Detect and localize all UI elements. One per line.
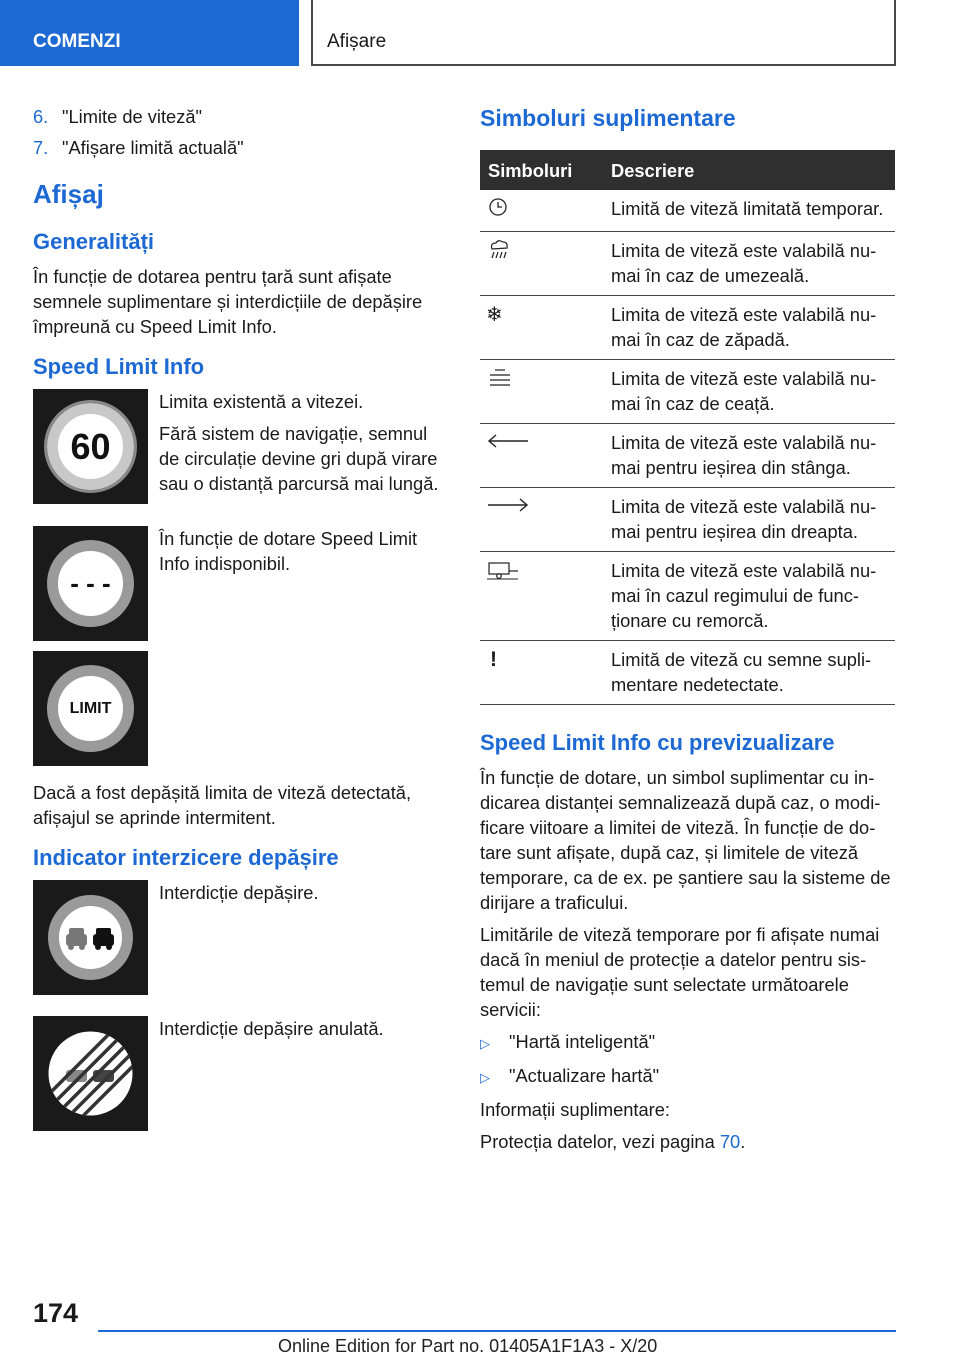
section-tab[interactable] bbox=[0, 0, 299, 66]
fig1-text-2: Fără sistem de navigație, semnul de circulație devine gri după virare sau o distanță parcursă mai lungă. bbox=[159, 423, 439, 494]
left-column bbox=[33, 104, 447, 1131]
table-cell-description: Limita de viteză este valabilă numai pentru ieșirea din dreapta. bbox=[611, 488, 895, 552]
table-cell-description: Limită de viteză limitată temporar. bbox=[611, 190, 895, 232]
heading-afisaj: Afișaj bbox=[33, 179, 104, 209]
bullet-text: "Hartă inteligentă" bbox=[509, 1031, 656, 1052]
list-number: 7. bbox=[33, 137, 49, 158]
bullet-triangle-icon: ▷ bbox=[480, 1036, 490, 1051]
table-row bbox=[480, 232, 895, 296]
list-item bbox=[480, 1063, 895, 1090]
table-header-row bbox=[480, 150, 895, 190]
heading-preview: Speed Limit Info cu previzualizare bbox=[480, 730, 835, 755]
no-overtaking-sign-icon bbox=[47, 894, 134, 981]
sign-dashes-icon: - - - bbox=[47, 540, 134, 627]
clock-icon bbox=[486, 196, 510, 218]
sign-limit-icon: LIMIT bbox=[47, 665, 134, 752]
list-item bbox=[33, 104, 447, 129]
limit-sign-image bbox=[33, 651, 148, 766]
right-column bbox=[480, 104, 895, 1161]
table-row bbox=[480, 424, 895, 488]
preview-text-3: Informații suplimentare: bbox=[480, 1099, 670, 1120]
figure-speed-limit-60 bbox=[33, 389, 447, 504]
exclamation-icon: ! bbox=[490, 648, 497, 671]
list-text: "Afișare limită actuală" bbox=[62, 137, 244, 158]
flash-text: Dacă a fost depășită limita de viteză detectată, afișajul se aprinde intermitent. bbox=[33, 782, 412, 828]
table-row bbox=[480, 641, 895, 705]
figure-limit-sign bbox=[33, 651, 447, 766]
table-cell-description: Limita de viteză este valabilă numai în caz de ceață. bbox=[611, 360, 895, 424]
page-title-bar bbox=[311, 0, 896, 66]
no-overtaking-text: Interdicție depășire. bbox=[159, 882, 319, 903]
list-number: 6. bbox=[33, 106, 49, 127]
unavailable-sign-image bbox=[33, 526, 148, 641]
overtaking-cancelled-image bbox=[33, 1016, 148, 1131]
list-text: "Limite de viteză" bbox=[62, 106, 202, 127]
overtaking-cancelled-text: Interdicție depășire anulată. bbox=[159, 1018, 384, 1039]
heading-simboluri: Simboluri suplimentare bbox=[480, 105, 736, 131]
list-item bbox=[480, 1029, 895, 1056]
table-row bbox=[480, 360, 895, 424]
table-row bbox=[480, 296, 895, 360]
table-cell-description: Limita de viteză este valabilă numai în caz de zăpadă. bbox=[611, 296, 895, 360]
heading-speed-limit-info: Speed Limit Info bbox=[33, 354, 205, 379]
fig2-text: În funcție de dotare Speed Limit Info indisponibil. bbox=[159, 528, 418, 574]
preview-text-4: Protecția datelor, vezi pagina 70. bbox=[480, 1131, 746, 1152]
table-cell-description: Limita de viteză este valabilă numai în caz de umezeală. bbox=[611, 232, 895, 296]
table-cell-description: Limită de viteză cu semne suplimentare nedetectate. bbox=[611, 641, 895, 705]
snowflake-icon: ❄ bbox=[486, 304, 503, 326]
generalitati-text: În funcție de dotarea pentru țară sunt afișate semnele suplimentare și interdicțiile de depășire împreună cu Speed Limit Info. bbox=[33, 266, 423, 337]
bullet-triangle-icon: ▷ bbox=[480, 1070, 490, 1085]
col-header-symbols: Simboluri bbox=[480, 150, 611, 190]
no-overtaking-image bbox=[33, 880, 148, 995]
page-title: Afișare bbox=[327, 31, 387, 52]
table-row bbox=[480, 552, 895, 641]
speed-limit-sign-image bbox=[33, 389, 148, 504]
fog-icon bbox=[486, 366, 514, 390]
list-item bbox=[33, 135, 447, 160]
footer-edition: Online Edition for Part no. 01405A1F1A3 - X/20 bbox=[278, 1336, 658, 1356]
table-row bbox=[480, 488, 895, 552]
table-cell-description: Limita de viteză este valabilă numai pentru ieșirea din stânga. bbox=[611, 424, 895, 488]
figure-speed-limit-unavailable bbox=[33, 526, 447, 641]
page-link[interactable]: 70 bbox=[719, 1131, 741, 1152]
arrow-left-icon bbox=[486, 430, 530, 452]
bullet-text: "Actualizare hartă" bbox=[509, 1065, 660, 1086]
rain-icon bbox=[486, 238, 512, 262]
fig1-text-1: Limita existentă a vitezei. bbox=[159, 391, 364, 412]
preview-text-1: În funcție de dotare, un simbol suplimentar cu indicarea distanței semnalizează după caz, o modificare viitoare a limitei de viteză. În funcție de dotare sunt afișate, după caz, și limitele de viteză temporare, ca de ex. pe șantiere sau la sisteme de dirijare a traficului. bbox=[480, 767, 891, 913]
table-cell-description: Limita de viteză este valabilă numai în cazul regimului de funcționare cu remorcă. bbox=[611, 552, 895, 641]
symbols-table bbox=[480, 150, 895, 705]
sign-60-icon: 60 bbox=[47, 403, 134, 490]
figure-overtaking-cancelled bbox=[33, 1016, 447, 1131]
figure-no-overtaking bbox=[33, 880, 447, 995]
heading-generalitati: Generalități bbox=[33, 229, 155, 254]
end-no-overtaking-sign-icon bbox=[47, 1030, 134, 1117]
preview-text-2: Limitările de viteză temporare por fi afișate numai dacă în meniul de protecție a datelor pentru sistemul de navigație sunt selectate următoarele servicii: bbox=[480, 924, 880, 1020]
table-row bbox=[480, 190, 895, 232]
arrow-right-icon bbox=[486, 494, 530, 516]
section-label: COMENZI bbox=[33, 31, 121, 52]
trailer-icon bbox=[486, 558, 520, 582]
footer-divider bbox=[98, 1330, 896, 1332]
col-header-description: Descriere bbox=[611, 150, 895, 190]
page-number: 174 bbox=[33, 1298, 79, 1328]
heading-overtaking: Indicator interzicere depășire bbox=[33, 845, 339, 870]
